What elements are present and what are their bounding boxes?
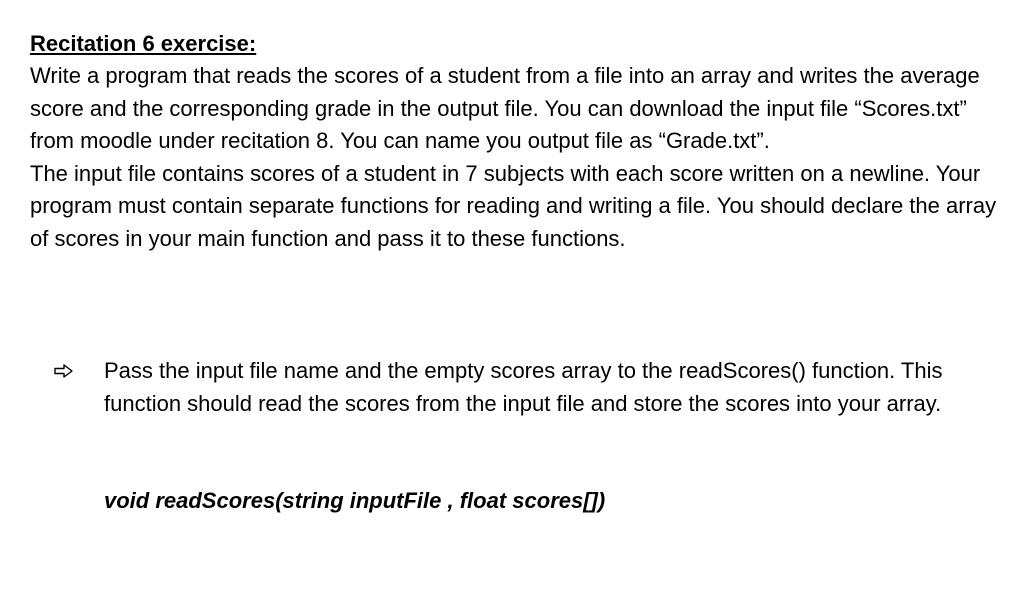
- right-arrow-outline-icon: [54, 355, 76, 387]
- bullet-text: Pass the input file name and the empty scores array to the readScores() function. This function should read the scores from the input file and store the scores into your array.: [104, 358, 943, 416]
- document-body: [30, 28, 1000, 256]
- bullet-item: [54, 355, 994, 420]
- function-signature: void readScores(string inputFile , float scores[]): [104, 488, 606, 513]
- input-file-paragraph: The input file contains scores of a student in 7 subjects with each score written on a newline. Your program must contain separate functions for reading and writing a file. You should declare the array of scores in your main function and pass it to these functions.: [30, 160, 997, 251]
- intro-paragraph: Write a program that reads the scores of a student from a file into an array and writes the average score and the corresponding grade in the output file. You can download the input file “Scores.txt” from moodle under recitation 8. You can name you output file as “Grade.txt”.: [30, 63, 980, 154]
- exercise-heading: Recitation 6 exercise:: [30, 31, 257, 56]
